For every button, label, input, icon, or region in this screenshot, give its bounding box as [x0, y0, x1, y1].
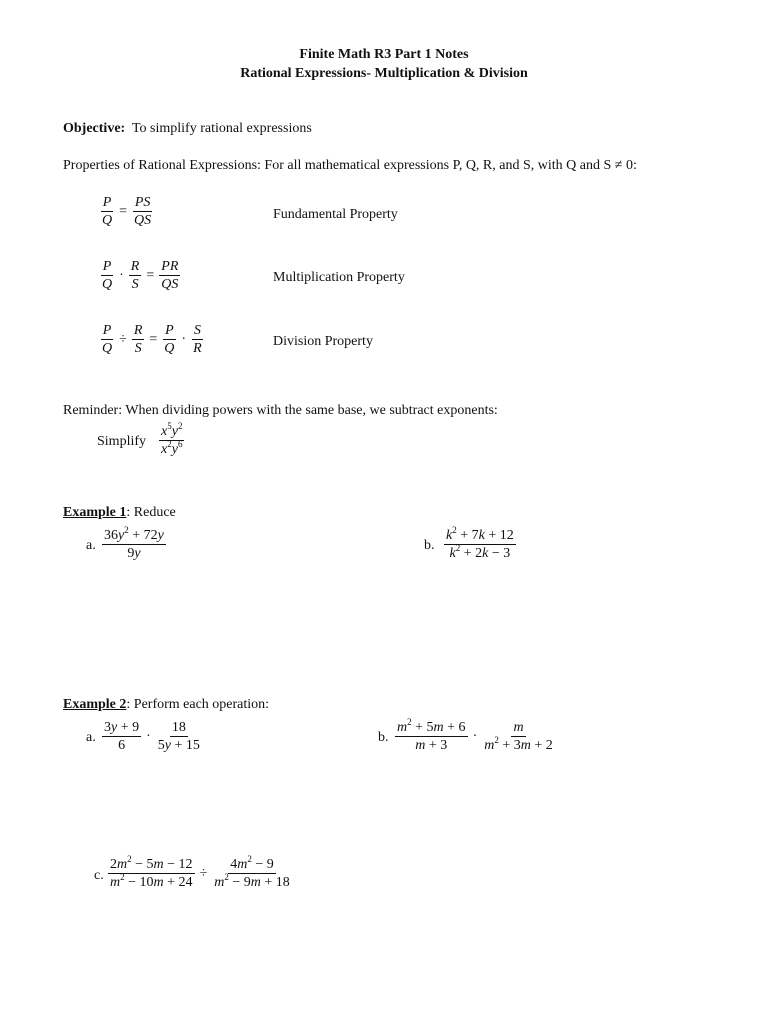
example2-part-c-expression: $\frac{2m^2 - 5m - 12}{m^2 - 10m + 24}$ ÷ $\frac{4m^2 - 9}{m^2 - 9m + 18}$ [110, 854, 290, 890]
objective-label: Objective: [63, 121, 126, 136]
example2-part-c-label: c. [94, 868, 104, 883]
example2-instruction: : Perform each operation: [126, 697, 270, 712]
example2-part-a-label: a. [86, 730, 96, 745]
page-title: Finite Math R3 Part 1 Notes [299, 47, 469, 62]
fundamental-property-formula: $\frac{P}{Q}$ = $\frac{PS}{QS}$ [102, 195, 152, 228]
page-subtitle: Rational Expressions- Multiplication & Division [240, 66, 528, 81]
fundamental-property-label: Fundamental Property [273, 207, 398, 222]
example2-heading [63, 697, 269, 713]
objective-text: To simplify rational expressions [131, 121, 312, 136]
simplify-expression: $\frac{x^5y^2}{x^2y^6}$ [161, 421, 183, 457]
multiplication-property-label: Multiplication Property [273, 270, 405, 285]
simplify-label: Simplify [97, 434, 147, 449]
example1-part-b-expression: $\frac{k^2 + 7k + 12}{k^2 + 2k - 3}$ [446, 525, 514, 561]
division-property-label: Division Property [273, 334, 373, 349]
properties-intro: Properties of Rational Expressions: For all mathematical expressions P, Q, R, and S, with Q and S ≠ 0: [63, 158, 637, 173]
multiplication-property-formula: $\frac{P}{Q}$ · $\frac{R}{S}$ = $\frac{PR}{QS}$ [102, 259, 179, 292]
example2-label: Example 2 [63, 697, 127, 712]
reminder-text: Reminder: When dividing powers with the same base, we subtract exponents: [63, 403, 498, 418]
example1-instruction: : Reduce [126, 505, 176, 520]
example2-part-b-expression: $\frac{m^2 + 5m + 6}{m + 3}$ · $\frac{m}{m^2 + 3m + 2}$ [397, 717, 553, 753]
example1-heading [63, 505, 176, 521]
example1-part-a-expression: $\frac{36y^2 + 72y}{9y}$ [104, 525, 164, 561]
example1-part-b-label: b. [424, 538, 435, 553]
example1-part-a-label: a. [86, 538, 96, 553]
objective [63, 121, 312, 137]
example2-part-b-label: b. [378, 730, 389, 745]
example2-part-a-expression: $\frac{3y + 9}{6}$ · $\frac{18}{5y + 15}$ [104, 720, 200, 753]
example1-label: Example 1 [63, 505, 127, 520]
division-property-formula: $\frac{P}{Q}$ ÷ $\frac{R}{S}$ = $\frac{P}{Q}$ · $\frac{S}{R}$ [102, 323, 202, 356]
